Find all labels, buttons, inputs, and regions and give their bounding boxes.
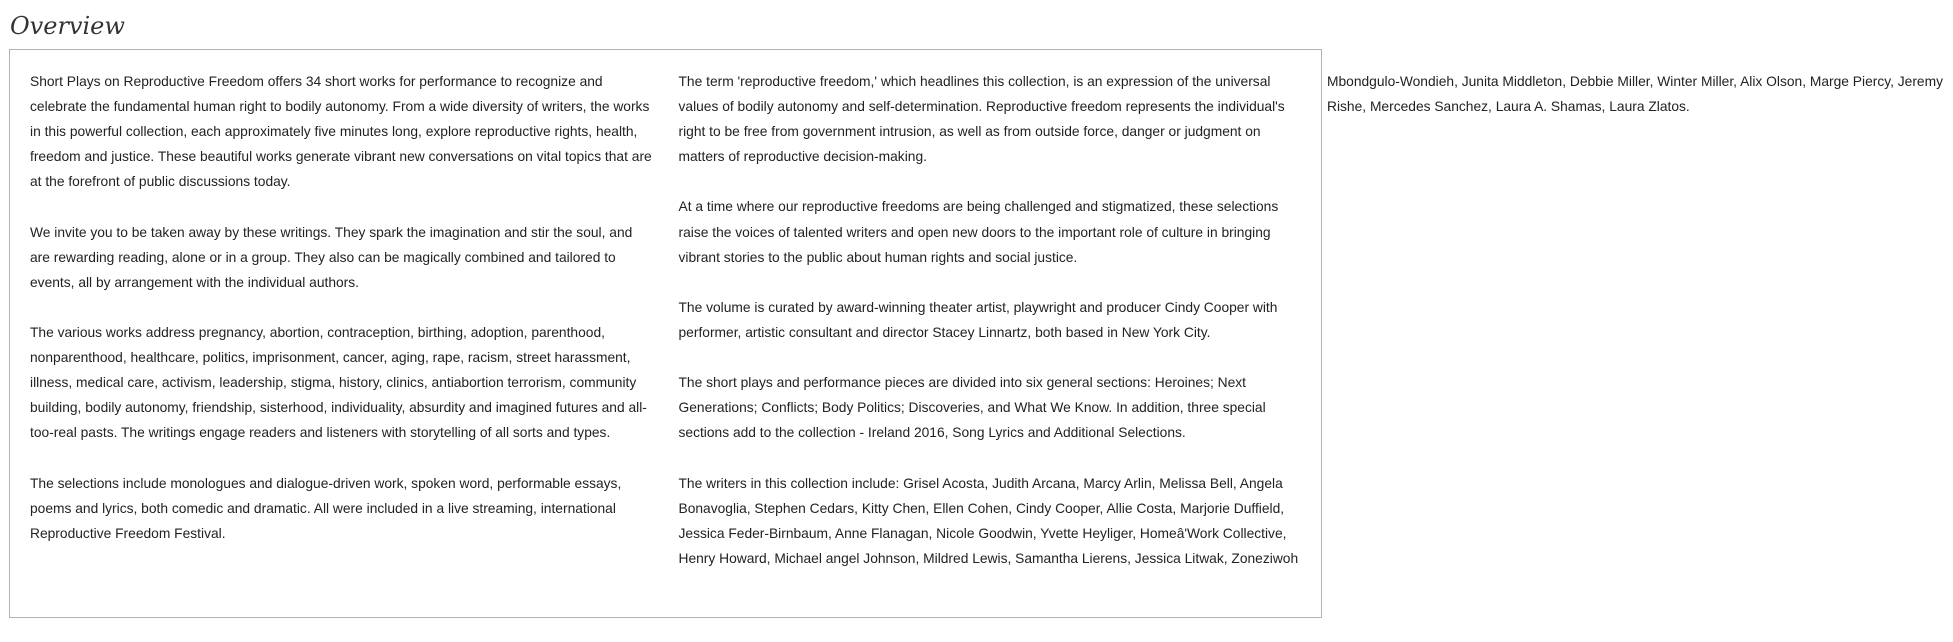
overview-paragraph: The writers in this collection include: Grisel Acosta, Judith Arcana, Marcy Arlin, Melissa Bell, Angela Bonavoglia, Stephen Cedars, Kitty Chen, Ellen Cohen, Cindy Cooper, Allie Costa, Marjorie Duffield, Jessica Feder-Birnbaum, Anne Flanagan, Nicole Goodwin, Yvette Heyliger, Homeâ'Work Collective, Henry Howard, Michael angel Johnson, Mildred Lewis, Samantha Lierens, Jessica Litwak, Zoneziwoh Mbondgulo-Wondieh, Junita Middleton, Debbie Miller, Winter Miller, Alix Olson, Marge Piercy, Jeremy Rishe, Mercedes Sanchez, Laura A. Shamas, Laura Zlatos. [678,74,1944,566]
overview-paragraph: The selections include monologues and dialogue-driven work, spoken word, performable essays, poems and lyrics, both comedic and dramatic. All were included in a live streaming, international Reproductive Freedom Festival. [30,475,622,541]
overview-paragraph: Short Plays on Reproductive Freedom offers 34 short works for performance to recognize and celebrate the fundamental human right to bodily autonomy. From a wide diversity of writers, the works in this powerful collection, each approximately five minutes long, explore reproductive rights, health, freedom and justice. These beautiful works generate vibrant new conversations on vital topics that are at the forefront of public discussions today. [30,74,652,190]
overview-paragraph: The short plays and performance pieces are divided into six general sections: Heroines; Next Generations; Conflicts; Body Politics; Discoveries, and What We Know. In addition, three special sections add to the collection - Ireland 2016, Song Lyrics and Additional Selections. [678,375,1266,441]
overview-text [30,69,1944,597]
overview-panel [9,49,1944,618]
overview-paragraph: At a time where our reproductive freedoms are being challenged and stigmatized, these selections raise the voices of talented writers and open new doors to the important role of culture in bringing vibrant stories to the public about human rights and social justice. [678,199,1279,265]
overview-paragraph: The various works address pregnancy, abortion, contraception, birthing, adoption, parenthood, nonparenthood, healthcare, politics, imprisonment, cancer, aging, rape, racism, street harassment, illness, medical care, activism, leadership, stigma, history, clinics, antiabortion terrorism, community building, bodily autonomy, friendship, sisterhood, individuality, absurdity and imagined futures and all-too-real pasts. The writings engage readers and listeners with storytelling of all sorts and types. [30,324,647,441]
page-title: Overview [10,12,125,40]
overview-paragraph: We invite you to be taken away by these writings. They spark the imagination and stir the soul, and are rewarding reading, alone or in a group. They also can be magically combined and tailored to events, all by arrangement with the individual authors. [30,224,633,290]
overview-paragraph: The term 'reproductive freedom,' which headlines this collection, is an expression of the universal values of bodily autonomy and self-determination. Reproductive freedom represents the individual's right to be free from government intrusion, as well as from outside force, danger or judgment on matters of reproductive decision-making. [678,74,1285,165]
overview-paragraph: The volume is curated by award-winning theater artist, playwright and producer Cindy Cooper with performer, artistic consultant and director Stacey Linnartz, both based in New York City. [678,299,1278,340]
